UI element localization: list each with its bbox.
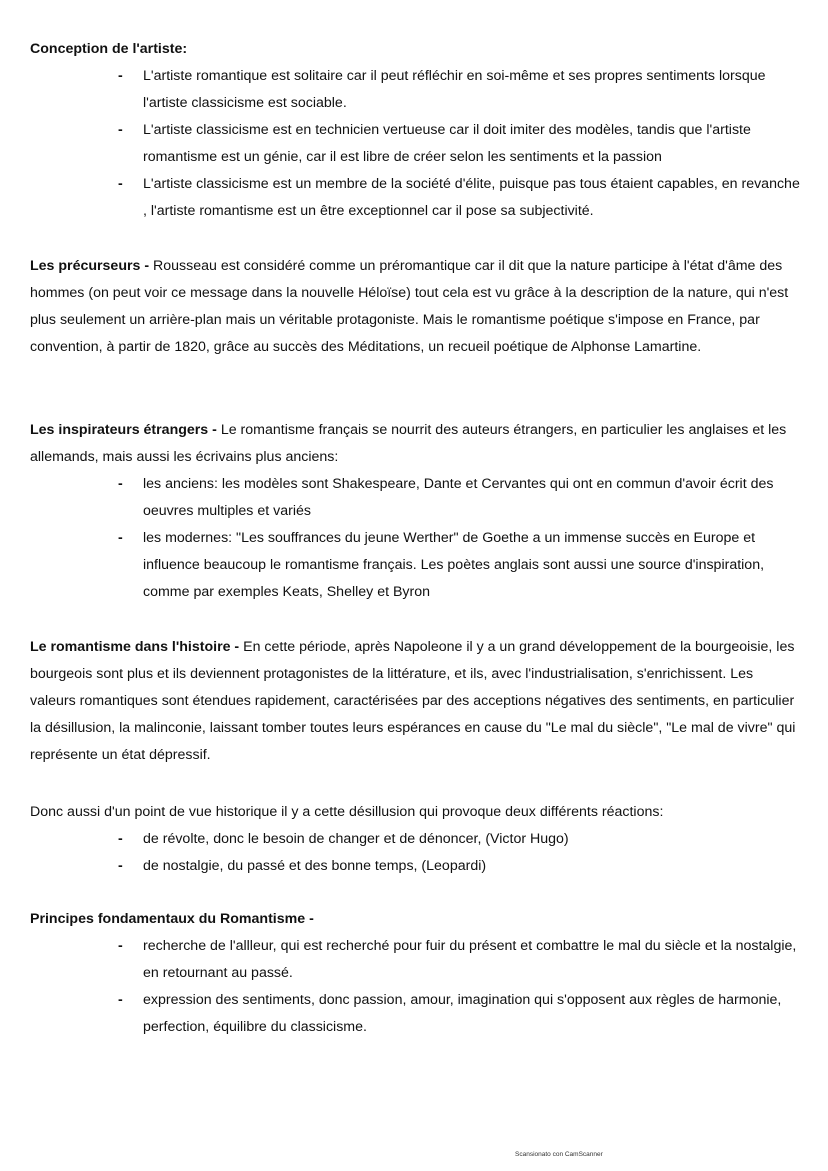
paragraph-precurseurs	[30, 253, 800, 361]
section-heading-precurseurs: Les précurseurs -	[30, 258, 150, 274]
donc-list	[30, 826, 800, 880]
conception-list	[30, 63, 800, 225]
list-item: - L'artiste classicisme est en technicien vertueuse car il doit imiter des modèles, tandis que l'artiste romantisme est un génie, car il est libre de créer selon les sentiments et la passion	[30, 117, 800, 171]
list-item: - les modernes: "Les souffrances du jeune Werther" de Goethe a un immense succès en Europe et influence beaucoup le romantisme français. Les poètes anglais sont aussi une source d'inspiration, comme par exemples Keats, Shelley et Byron	[30, 525, 800, 606]
list-item: - de nostalgie, du passé et des bonne temps, (Leopardi)	[30, 853, 800, 880]
paragraph-text: En cette période, après Napoleone il y a un grand développement de la bourgeoisie, les bourgeois sont plus et ils deviennent protagonistes de la littérature, et ils, avec l'industrialisation, s'enrichissent. Les valeurs romantiques sont étendues rapidement, caractérisées par des acceptions négatives des sentiments, en particulier la désillusion, la malinconie, laissant tomber toutes leurs espérances en cause du "Le mal du siècle", "Le mal de vivre" qui représente un état dépressif.	[30, 639, 796, 763]
section-heading-principes: Principes fondamentaux du Romantisme -	[30, 911, 314, 927]
paragraph-text: Le romantisme français se nourrit des auteurs étrangers, en particulier les anglaises et les allemands, mais aussi les écrivains plus anciens:	[30, 422, 787, 465]
section-histoire	[30, 634, 800, 769]
section-principes	[30, 906, 800, 1041]
section-heading-conception: Conception de l'artiste:	[30, 41, 188, 57]
list-item: - expression des sentiments, donc passion, amour, imagination qui s'opposent aux règles de harmonie, perfection, équilibre du classicisme.	[30, 987, 800, 1041]
paragraph-text: Rousseau est considéré comme un préromantique car il dit que la nature participe à l'état d'âme des hommes (on peut voir ce message dans la nouvelle Héloïse) tout cela est vu grâce à la description de la nature, qui n'est plus seulement un arrière-plan mais un véritable protagoniste. Mais le romantisme poétique s'impose en France, par convention, à partir de 1820, grâce au succès des Méditations, un recueil poétique de Alphonse Lamartine.	[30, 258, 789, 355]
section-inspirateurs	[30, 417, 800, 606]
scanner-watermark: Scansionato con CamScanner	[515, 1151, 603, 1158]
paragraph-histoire	[30, 634, 800, 769]
section-donc	[30, 799, 800, 880]
list-item: - L'artiste classicisme est un membre de la société d'élite, puisque pas tous étaient capables, en revanche , l'artiste romantisme est un être exceptionnel car il pose sa subjectivité.	[30, 171, 800, 225]
section-precurseurs	[30, 253, 800, 361]
list-item: - les anciens: les modèles sont Shakespeare, Dante et Cervantes qui ont en commun d'avoir écrit des oeuvres multiples et variés	[30, 471, 800, 525]
section-conception	[30, 36, 800, 225]
inspirateurs-list	[30, 471, 800, 606]
list-item: - de révolte, donc le besoin de changer et de dénoncer, (Victor Hugo)	[30, 826, 800, 853]
section-heading-histoire: Le romantisme dans l'histoire -	[30, 639, 240, 655]
principes-list	[30, 933, 800, 1041]
paragraph-inspirateurs	[30, 417, 800, 471]
paragraph-donc: Donc aussi d'un point de vue historique il y a cette désillusion qui provoque deux différents réactions:	[30, 804, 664, 820]
section-heading-inspirateurs: Les inspirateurs étrangers -	[30, 422, 217, 438]
list-item: - L'artiste romantique est solitaire car il peut réfléchir en soi-même et ses propres sentiments lorsque l'artiste classicisme est sociable.	[30, 63, 800, 117]
list-item: - recherche de l'allleur, qui est recherché pour fuir du présent et combattre le mal du siècle et la nostalgie, en retournant au passé.	[30, 933, 800, 987]
